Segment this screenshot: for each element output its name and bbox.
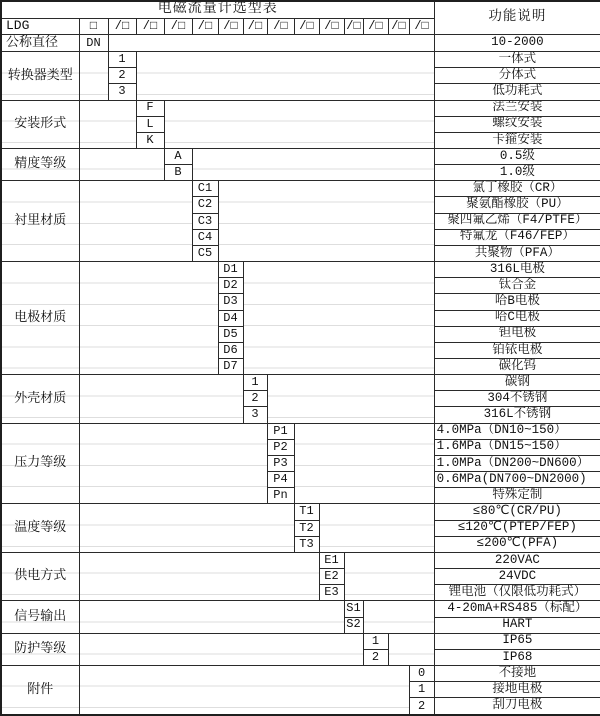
category-cell: 转换器类型 [1,52,79,100]
code-cell: D6 [218,342,243,358]
code-cell: C1 [192,181,218,197]
desc-cell: 刮刀电极 [434,698,600,715]
filler-cell [267,375,434,423]
category-cell: 供电方式 [1,552,79,600]
desc-cell: 一体式 [434,52,600,68]
model-slot: /□ [344,18,363,35]
code-cell: 2 [108,68,136,84]
table-row [1,262,600,278]
model-slot: /□ [192,18,218,35]
code-cell: 2 [409,698,434,715]
code-cell: D2 [218,278,243,294]
category-cell: 公称直径 [1,35,79,52]
desc-cell: 共聚物（PFA） [434,245,600,261]
desc-cell: ≤80℃(CR/PU) [434,504,600,520]
desc-cell: 1.0级 [434,165,600,181]
desc-cell: 碳化钨 [434,359,600,375]
code-cell: D3 [218,294,243,310]
desc-cell: 碳钢 [434,375,600,391]
function-header: 功能说明 [434,1,600,35]
code-cell: P4 [267,472,294,488]
desc-cell: 聚氨酯橡胶（PU） [434,197,600,213]
code-cell: A [164,148,192,164]
category-cell: 安装形式 [1,100,79,148]
desc-cell: 接地电极 [434,682,600,698]
desc-cell: 钛合金 [434,278,600,294]
code-cell: L [136,116,164,132]
code-cell: C5 [192,245,218,261]
table-row [1,423,600,439]
code-cell: C4 [192,229,218,245]
filler-cell [108,35,434,52]
filler-cell [344,552,434,600]
code-cell: 0 [409,665,434,681]
filler-cell [79,504,294,552]
filler-cell [79,375,243,423]
model-slot: /□ [388,18,409,35]
table-row [1,665,600,681]
code-cell: C3 [192,213,218,229]
code-cell: Pn [267,488,294,504]
code-cell: D1 [218,262,243,278]
desc-cell: ≤120℃(PTEP/FEP) [434,520,600,536]
code-cell: 1 [409,682,434,698]
desc-cell: 10-2000 [434,35,600,52]
desc-cell: 4.0MPa（DN10~150） [434,423,600,439]
code-cell: K [136,132,164,148]
category-cell: 外壳材质 [1,375,79,423]
code-cell: P1 [267,423,294,439]
desc-cell: 1.0MPa（DN200~DN600） [434,455,600,471]
model-slot: /□ [136,18,164,35]
model-slot: /□ [164,18,192,35]
code-cell: 3 [243,407,267,423]
desc-cell: 不接地 [434,665,600,681]
code-cell: C2 [192,197,218,213]
code-cell: D4 [218,310,243,326]
desc-cell: 铂铱电极 [434,342,600,358]
table-row [1,148,600,164]
desc-cell: 法兰安装 [434,100,600,116]
table-row [1,1,600,18]
code-cell: 2 [363,649,388,665]
filler-cell [363,601,434,633]
desc-cell: HART [434,617,600,633]
model-slot: /□ [319,18,344,35]
desc-cell: 4-20mA+RS485（标配） [434,601,600,617]
desc-cell: 低功耗式 [434,84,600,100]
category-cell: 精度等级 [1,148,79,180]
code-cell: S1 [344,601,363,617]
desc-cell: 钽电极 [434,326,600,342]
desc-cell: IP68 [434,649,600,665]
filler-cell [79,100,136,148]
filler-cell [243,262,434,375]
code-cell: 1 [108,52,136,68]
table-row [1,52,600,68]
table-row [1,375,600,391]
desc-cell: 0.5级 [434,148,600,164]
model-slot: /□ [363,18,388,35]
table-row [1,633,600,649]
desc-cell: 316L电极 [434,262,600,278]
table-row [1,552,600,568]
code-cell: P2 [267,439,294,455]
desc-cell: 螺纹安装 [434,116,600,132]
model-slot: /□ [409,18,434,35]
code-cell: E1 [319,552,344,568]
desc-cell: 特殊定制 [434,488,600,504]
desc-cell: 聚四氟乙烯（F4/PTFE） [434,213,600,229]
table-row [1,100,600,116]
desc-cell: 哈B电极 [434,294,600,310]
category-cell: 附件 [1,665,79,715]
table-row [1,504,600,520]
filler-cell [136,52,434,100]
code-cell: T3 [294,536,319,552]
code-cell: P3 [267,455,294,471]
model-prefix: LDG [1,18,79,35]
table-row [1,35,600,52]
model-slot: /□ [243,18,267,35]
desc-cell: 1.6MPa（DN15~150） [434,439,600,455]
filler-cell [79,148,164,180]
desc-cell: 锂电池（仅限低功耗式） [434,585,600,601]
desc-cell: 220VAC [434,552,600,568]
category-cell: 防护等级 [1,633,79,665]
desc-cell: ≤200℃(PFA) [434,536,600,552]
filler-cell [79,633,363,665]
code-cell: 1 [363,633,388,649]
filler-cell [79,601,344,633]
category-cell: 压力等级 [1,423,79,504]
desc-cell: 特氟龙（F46/FEP） [434,229,600,245]
code-cell: D7 [218,359,243,375]
desc-cell: 0.6MPa(DN700~DN2000) [434,472,600,488]
code-cell: T1 [294,504,319,520]
code-cell: 1 [243,375,267,391]
code-cell: E3 [319,585,344,601]
category-cell: 衬里材质 [1,181,79,262]
code-cell: 2 [243,391,267,407]
category-cell: 电极材质 [1,262,79,375]
code-cell: DN [79,35,108,52]
filler-cell [218,181,434,262]
filler-cell [79,262,218,375]
code-cell: S2 [344,617,363,633]
code-cell: T2 [294,520,319,536]
desc-cell: IP65 [434,633,600,649]
model-slot: /□ [267,18,294,35]
category-cell: 信号输出 [1,601,79,633]
desc-cell: 24VDC [434,569,600,585]
desc-cell: 哈C电极 [434,310,600,326]
desc-cell: 分体式 [434,68,600,84]
desc-cell: 304不锈钢 [434,391,600,407]
code-cell: F [136,100,164,116]
code-cell: E2 [319,569,344,585]
table-row [1,601,600,617]
filler-cell [79,665,409,715]
desc-cell: 316L不锈钢 [434,407,600,423]
model-slot: /□ [108,18,136,35]
model-slot: /□ [218,18,243,35]
table-title: 电磁流量计选型表 [1,1,434,18]
filler-cell [388,633,434,665]
code-cell: D5 [218,326,243,342]
filler-cell [79,181,192,262]
filler-cell [79,423,267,504]
desc-cell: 氯丁橡胶（CR） [434,181,600,197]
code-cell: 3 [108,84,136,100]
category-cell: 温度等级 [1,504,79,552]
code-cell: B [164,165,192,181]
model-first-box: □ [79,18,108,35]
filler-cell [79,52,108,100]
filler-cell [192,148,434,180]
filler-cell [319,504,434,552]
table-row [1,181,600,197]
model-slot: /□ [294,18,319,35]
filler-cell [294,423,434,504]
filler-cell [79,552,319,600]
desc-cell: 卡箍安装 [434,132,600,148]
filler-cell [164,100,434,148]
